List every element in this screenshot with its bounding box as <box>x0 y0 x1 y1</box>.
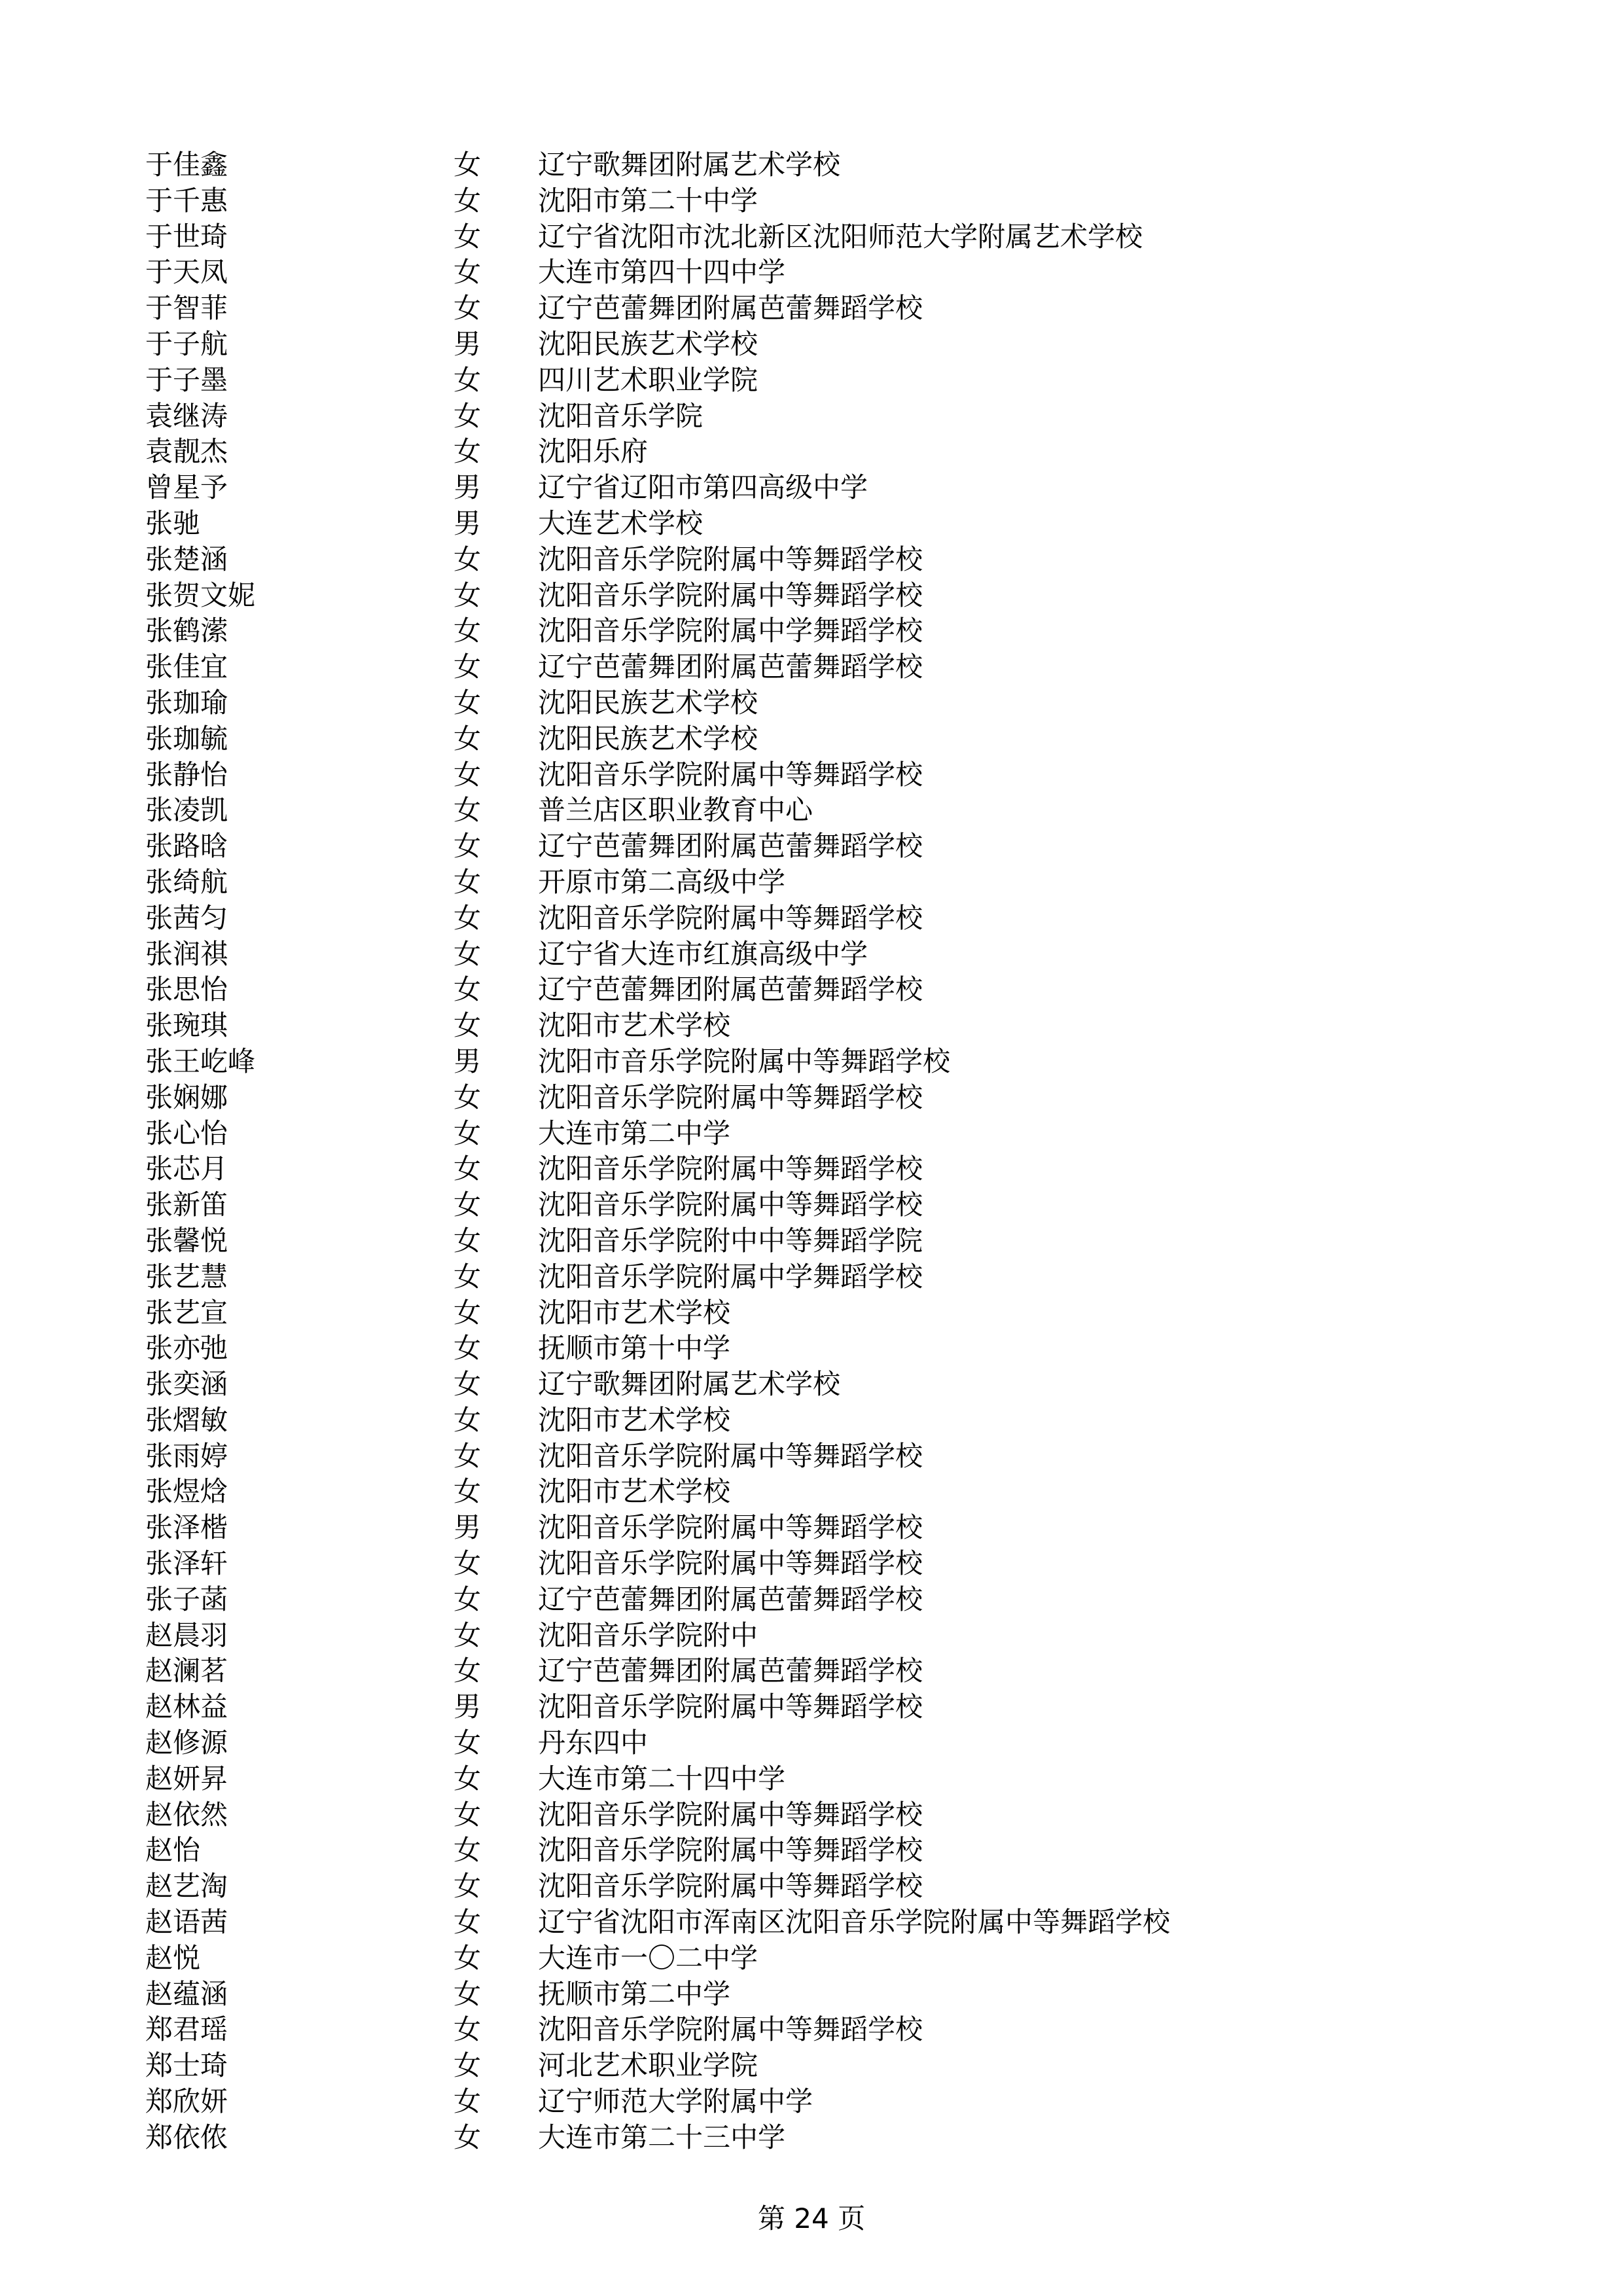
table-row <box>145 291 1520 327</box>
student-school: 辽宁省沈阳市浑南区沈阳音乐学院附属中等舞蹈学校 <box>538 1906 1171 1939</box>
table-row <box>145 219 1520 255</box>
student-name: 张润祺 <box>145 937 228 970</box>
student-school: 沈阳民族艺术学校 <box>538 722 758 755</box>
table-row <box>145 1403 1520 1439</box>
student-gender: 女 <box>454 1798 482 1831</box>
student-gender: 女 <box>454 1619 482 1651</box>
student-name: 张娴娜 <box>145 1081 228 1113</box>
student-name: 赵修源 <box>145 1727 228 1759</box>
table-row <box>145 1797 1520 1833</box>
table-row <box>145 1833 1520 1869</box>
student-name: 赵晨羽 <box>145 1619 228 1651</box>
table-row <box>145 1653 1520 1689</box>
student-school: 开原市第二高级中学 <box>538 865 786 898</box>
student-name: 张凌凯 <box>145 794 228 827</box>
student-school: 沈阳市艺术学校 <box>538 1009 731 1042</box>
roster-list <box>145 147 1520 2156</box>
student-school: 沈阳音乐学院附属中等舞蹈学校 <box>538 1834 923 1867</box>
student-name: 张芯月 <box>145 1153 228 1185</box>
student-gender: 女 <box>454 1475 482 1508</box>
student-school: 沈阳音乐学院附属中等舞蹈学校 <box>538 1189 923 1221</box>
student-name: 张馨悦 <box>145 1224 228 1257</box>
student-school: 辽宁芭蕾舞团附属芭蕾舞蹈学校 <box>538 973 923 1006</box>
student-school: 大连市第二十三中学 <box>538 2121 786 2153</box>
student-gender: 男 <box>454 507 482 539</box>
student-name: 郑士琦 <box>145 2049 228 2082</box>
table-row <box>145 506 1520 542</box>
student-gender: 男 <box>454 1691 482 1723</box>
table-row <box>145 1618 1520 1654</box>
student-name: 郑君瑶 <box>145 2013 228 2046</box>
table-row <box>145 434 1520 470</box>
student-school: 沈阳市音乐学院附属中等舞蹈学校 <box>538 1045 951 1077</box>
student-gender: 女 <box>454 758 482 791</box>
table-row <box>145 399 1520 435</box>
student-name: 赵艺淘 <box>145 1870 228 1903</box>
student-name: 张鹤潆 <box>145 615 228 647</box>
table-row <box>145 685 1520 721</box>
student-school: 辽宁师范大学附属中学 <box>538 2085 813 2118</box>
student-school: 辽宁芭蕾舞团附属芭蕾舞蹈学校 <box>538 1583 923 1615</box>
student-gender: 女 <box>454 722 482 755</box>
table-row <box>145 1008 1520 1044</box>
table-row <box>145 542 1520 578</box>
student-school: 沈阳音乐学院附属中等舞蹈学校 <box>538 1511 923 1544</box>
student-gender: 女 <box>454 1906 482 1939</box>
student-gender: 女 <box>454 865 482 898</box>
student-school: 丹东四中 <box>538 1727 649 1759</box>
student-name: 袁继涛 <box>145 399 228 432</box>
student-name: 张茜匀 <box>145 901 228 934</box>
student-school: 沈阳音乐学院附属中等舞蹈学校 <box>538 1870 923 1903</box>
table-row <box>145 1761 1520 1797</box>
student-name: 张琬琪 <box>145 1009 228 1042</box>
table-row <box>145 901 1520 937</box>
student-school: 沈阳音乐学院附属中等舞蹈学校 <box>538 1153 923 1185</box>
student-name: 张静怡 <box>145 758 228 791</box>
student-gender: 女 <box>454 1941 482 1974</box>
table-row <box>145 1869 1520 1905</box>
student-gender: 女 <box>454 1547 482 1580</box>
student-school: 辽宁芭蕾舞团附属芭蕾舞蹈学校 <box>538 830 923 863</box>
student-name: 于佳鑫 <box>145 149 228 181</box>
student-school: 沈阳市艺术学校 <box>538 1403 731 1436</box>
student-gender: 女 <box>454 651 482 683</box>
student-gender: 女 <box>454 1439 482 1472</box>
student-gender: 女 <box>454 1834 482 1867</box>
student-gender: 女 <box>454 435 482 468</box>
student-gender: 女 <box>454 2121 482 2153</box>
student-gender: 女 <box>454 794 482 827</box>
student-school: 大连市第二中学 <box>538 1117 731 1149</box>
table-row <box>145 1474 1520 1510</box>
table-row <box>145 1439 1520 1475</box>
student-gender: 女 <box>454 1009 482 1042</box>
student-school: 沈阳音乐学院附属中等舞蹈学校 <box>538 1439 923 1472</box>
student-name: 张亦弛 <box>145 1332 228 1365</box>
student-name: 赵蕴涵 <box>145 1977 228 2010</box>
student-school: 沈阳乐府 <box>538 435 649 468</box>
student-gender: 女 <box>454 399 482 432</box>
student-gender: 女 <box>454 2013 482 2046</box>
table-row <box>145 327 1520 363</box>
table-row <box>145 578 1520 614</box>
student-gender: 女 <box>454 1727 482 1759</box>
table-row <box>145 1331 1520 1367</box>
student-gender: 女 <box>454 363 482 396</box>
student-gender: 女 <box>454 184 482 217</box>
table-row <box>145 613 1520 649</box>
student-name: 张路晗 <box>145 830 228 863</box>
student-school: 沈阳市第二十中学 <box>538 184 758 217</box>
student-name: 赵怡 <box>145 1834 201 1867</box>
table-row <box>145 793 1520 829</box>
student-gender: 女 <box>454 1332 482 1365</box>
student-school: 普兰店区职业教育中心 <box>538 794 813 827</box>
student-name: 张佳宜 <box>145 651 228 683</box>
student-school: 沈阳音乐学院附属中等舞蹈学校 <box>538 1547 923 1580</box>
table-row <box>145 2084 1520 2120</box>
student-gender: 男 <box>454 327 482 360</box>
student-name: 张珈瑜 <box>145 686 228 719</box>
student-name: 张泽楷 <box>145 1511 228 1544</box>
student-gender: 女 <box>454 1117 482 1149</box>
student-school: 辽宁省沈阳市沈北新区沈阳师范大学附属艺术学校 <box>538 220 1143 253</box>
student-gender: 女 <box>454 937 482 970</box>
table-row <box>145 1080 1520 1116</box>
student-school: 辽宁省大连市红旗高级中学 <box>538 937 868 970</box>
table-row <box>145 255 1520 291</box>
student-name: 张煜焓 <box>145 1475 228 1508</box>
student-gender: 女 <box>454 1260 482 1293</box>
student-name: 张新笛 <box>145 1189 228 1221</box>
student-school: 沈阳音乐学院附属中学舞蹈学校 <box>538 615 923 647</box>
student-name: 张思怡 <box>145 973 228 1006</box>
student-school: 辽宁芭蕾舞团附属芭蕾舞蹈学校 <box>538 1655 923 1687</box>
student-gender: 女 <box>454 1583 482 1615</box>
table-row <box>145 721 1520 757</box>
student-school: 辽宁省辽阳市第四高级中学 <box>538 471 868 504</box>
student-school: 沈阳音乐学院附属中等舞蹈学校 <box>538 758 923 791</box>
student-name: 郑欣妍 <box>145 2085 228 2118</box>
student-gender: 女 <box>454 1403 482 1436</box>
student-name: 张楚涵 <box>145 543 228 575</box>
student-name: 张心怡 <box>145 1117 228 1149</box>
student-name: 张珈毓 <box>145 722 228 755</box>
table-row <box>145 1546 1520 1582</box>
table-row <box>145 1725 1520 1761</box>
student-name: 于子航 <box>145 327 228 360</box>
student-school: 沈阳音乐学院附属中等舞蹈学校 <box>538 2013 923 2046</box>
student-name: 张雨婷 <box>145 1439 228 1472</box>
student-name: 郑依侬 <box>145 2121 228 2153</box>
table-row <box>145 1582 1520 1618</box>
student-gender: 女 <box>454 1296 482 1329</box>
student-gender: 女 <box>454 292 482 325</box>
student-name: 赵悦 <box>145 1941 201 1974</box>
student-name: 张奕涵 <box>145 1368 228 1401</box>
page-number: 第 24 页 <box>757 2202 866 2234</box>
table-row <box>145 1259 1520 1295</box>
student-school: 大连市第四十四中学 <box>538 256 786 289</box>
student-school: 沈阳音乐学院附属中等舞蹈学校 <box>538 901 923 934</box>
student-school: 辽宁歌舞团附属艺术学校 <box>538 1368 841 1401</box>
student-school: 沈阳音乐学院附属中等舞蹈学校 <box>538 1798 923 1831</box>
table-row <box>145 470 1520 506</box>
student-name: 张子菡 <box>145 1583 228 1615</box>
student-gender: 女 <box>454 1081 482 1113</box>
table-row <box>145 183 1520 219</box>
table-row <box>145 1223 1520 1259</box>
student-school: 大连市第二十四中学 <box>538 1762 786 1795</box>
table-row <box>145 1116 1520 1152</box>
student-name: 曾星予 <box>145 471 228 504</box>
student-school: 沈阳音乐学院附属中等舞蹈学校 <box>538 1081 923 1113</box>
student-gender: 女 <box>454 973 482 1006</box>
student-gender: 女 <box>454 901 482 934</box>
table-row <box>145 1187 1520 1223</box>
student-school: 抚顺市第十中学 <box>538 1332 731 1365</box>
student-school: 抚顺市第二中学 <box>538 1977 731 2010</box>
student-gender: 女 <box>454 1870 482 1903</box>
table-row <box>145 972 1520 1008</box>
student-gender: 女 <box>454 543 482 575</box>
student-gender: 女 <box>454 256 482 289</box>
student-gender: 女 <box>454 830 482 863</box>
student-school: 沈阳音乐学院 <box>538 399 704 432</box>
table-row <box>145 1689 1520 1725</box>
student-gender: 女 <box>454 1189 482 1221</box>
student-gender: 女 <box>454 1368 482 1401</box>
student-gender: 女 <box>454 1977 482 2010</box>
student-name: 袁靓杰 <box>145 435 228 468</box>
student-name: 于天凤 <box>145 256 228 289</box>
student-name: 张驰 <box>145 507 201 539</box>
table-row <box>145 2120 1520 2156</box>
student-school: 沈阳音乐学院附中 <box>538 1619 758 1651</box>
table-row <box>145 2048 1520 2084</box>
student-gender: 男 <box>454 1045 482 1077</box>
student-school: 辽宁芭蕾舞团附属芭蕾舞蹈学校 <box>538 651 923 683</box>
student-school: 沈阳音乐学院附中中等舞蹈学院 <box>538 1224 923 1257</box>
student-name: 张泽轩 <box>145 1547 228 1580</box>
student-gender: 女 <box>454 615 482 647</box>
student-gender: 女 <box>454 686 482 719</box>
student-school: 沈阳民族艺术学校 <box>538 686 758 719</box>
student-school: 沈阳音乐学院附属中等舞蹈学校 <box>538 543 923 575</box>
student-name: 赵林益 <box>145 1691 228 1723</box>
student-name: 张艺慧 <box>145 1260 228 1293</box>
student-school: 沈阳市艺术学校 <box>538 1296 731 1329</box>
student-gender: 男 <box>454 1511 482 1544</box>
student-school: 大连艺术学校 <box>538 507 704 539</box>
student-gender: 女 <box>454 1224 482 1257</box>
student-name: 张贺文妮 <box>145 579 256 611</box>
student-school: 大连市一〇二中学 <box>538 1941 758 1974</box>
student-name: 张王屹峰 <box>145 1045 256 1077</box>
student-name: 于智菲 <box>145 292 228 325</box>
student-gender: 女 <box>454 2049 482 2082</box>
student-gender: 女 <box>454 1153 482 1185</box>
student-gender: 女 <box>454 1762 482 1795</box>
student-gender: 女 <box>454 1655 482 1687</box>
student-name: 张绮航 <box>145 865 228 898</box>
student-name: 赵澜茗 <box>145 1655 228 1687</box>
student-school: 沈阳音乐学院附属中学舞蹈学校 <box>538 1260 923 1293</box>
table-row <box>145 1510 1520 1546</box>
table-row <box>145 1295 1520 1331</box>
student-gender: 女 <box>454 220 482 253</box>
table-row <box>145 1367 1520 1403</box>
table-row <box>145 363 1520 399</box>
student-gender: 女 <box>454 2085 482 2118</box>
student-name: 赵依然 <box>145 1798 228 1831</box>
table-row <box>145 937 1520 973</box>
student-school: 沈阳市艺术学校 <box>538 1475 731 1508</box>
student-gender: 女 <box>454 149 482 181</box>
table-row <box>145 1977 1520 2013</box>
student-school: 辽宁歌舞团附属艺术学校 <box>538 149 841 181</box>
table-row <box>145 147 1520 183</box>
student-name: 赵妍昇 <box>145 1762 228 1795</box>
student-name: 于世琦 <box>145 220 228 253</box>
table-row <box>145 865 1520 901</box>
table-row <box>145 1151 1520 1187</box>
student-school: 沈阳音乐学院附属中等舞蹈学校 <box>538 579 923 611</box>
table-row <box>145 757 1520 793</box>
student-name: 赵语茜 <box>145 1906 228 1939</box>
table-row <box>145 829 1520 865</box>
student-school: 辽宁芭蕾舞团附属芭蕾舞蹈学校 <box>538 292 923 325</box>
student-school: 沈阳民族艺术学校 <box>538 327 758 360</box>
table-row <box>145 1044 1520 1080</box>
table-row <box>145 649 1520 685</box>
table-row <box>145 2012 1520 2048</box>
student-name: 于千惠 <box>145 184 228 217</box>
table-row <box>145 1941 1520 1977</box>
student-gender: 女 <box>454 579 482 611</box>
student-gender: 男 <box>454 471 482 504</box>
student-school: 沈阳音乐学院附属中等舞蹈学校 <box>538 1691 923 1723</box>
table-row <box>145 1905 1520 1941</box>
student-name: 张艺宣 <box>145 1296 228 1329</box>
student-name: 张熠敏 <box>145 1403 228 1436</box>
student-name: 于子墨 <box>145 363 228 396</box>
student-school: 四川艺术职业学院 <box>538 363 758 396</box>
student-school: 河北艺术职业学院 <box>538 2049 758 2082</box>
